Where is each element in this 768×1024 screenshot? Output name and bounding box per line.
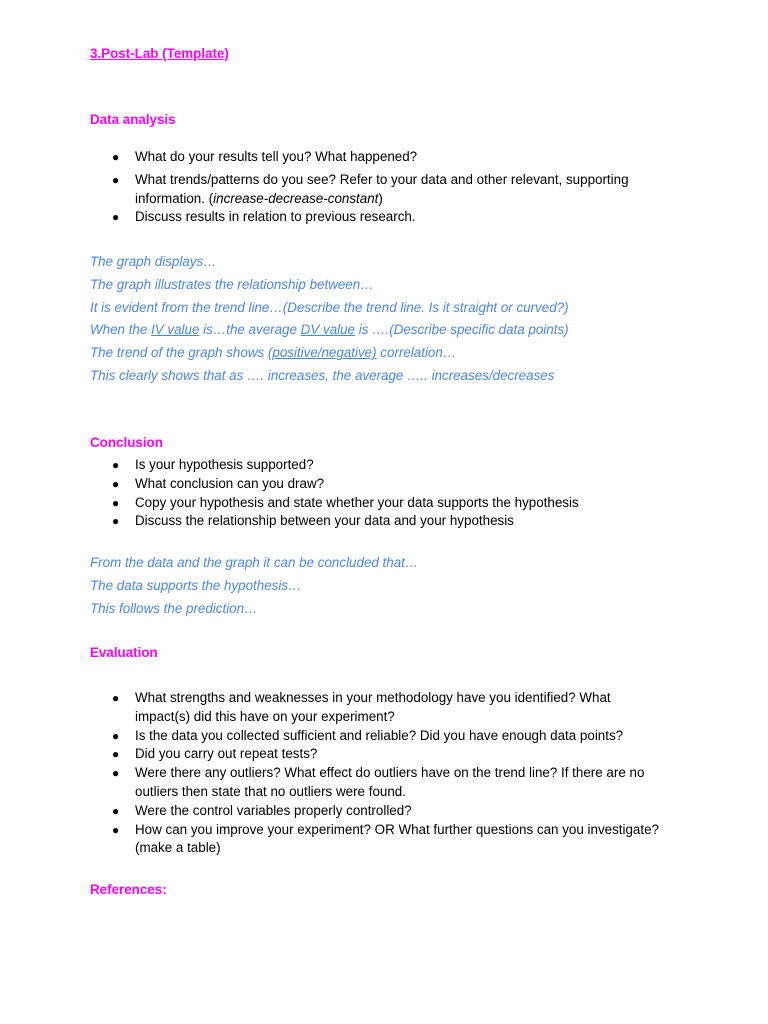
bullet-text: information. ( (135, 190, 214, 206)
dv-value-text: DV value (300, 322, 356, 338)
bullet-icon: ● (112, 150, 120, 164)
sentence-starter: It is evident from the trend line…(Describe the trend line. Is it straight or curved?) (90, 299, 569, 315)
list-item (90, 745, 690, 764)
bullet-text: What do your results tell you? What happened? (135, 149, 418, 164)
iv-value-text: IV value (151, 322, 200, 338)
evaluation-heading: Evaluation (90, 645, 158, 660)
bullet-text: Copy your hypothesis and state whether your data supports the hypothesis (135, 494, 579, 510)
bullet-text: Did you carry out repeat tests? (135, 746, 318, 762)
list-item (90, 494, 690, 513)
bullet-text: What strengths and weaknesses in your methodology have you identified? What (135, 690, 611, 705)
sentence-starter (90, 342, 710, 365)
bullet-icon: ● (112, 766, 120, 781)
starter-text: The trend of the graph shows (90, 345, 268, 361)
bullet-text: Were there any outliers? What effect do outliers have on the trend line? If there are no (135, 765, 645, 781)
bullet-text: What conclusion can you draw? (135, 475, 325, 491)
list-item (90, 727, 690, 746)
list-item (90, 171, 690, 209)
document-title: 3.Post-Lab (Template) (90, 46, 229, 61)
starter-text: When the (90, 322, 152, 338)
data-analysis-sentence-starters (90, 251, 710, 388)
bullet-text: outliers then state that no outliers were found. (135, 783, 406, 799)
sentence-starter: The graph displays… (90, 254, 217, 269)
bullet-icon: ● (112, 495, 120, 510)
list-item (90, 821, 690, 859)
bullet-text: Were the control variables properly controlled? (135, 802, 412, 818)
sentence-starter: The graph illustrates the relationship between… (90, 276, 374, 292)
sentence-starter: This clearly shows that as …. increases, the average ….. increases/decreases (90, 367, 555, 383)
starter-text: is ….(Describe specific data points) (355, 322, 569, 338)
bullet-icon: ● (112, 728, 120, 743)
list-item (90, 764, 690, 802)
sentence-starter: The data supports the hypothesis… (90, 577, 302, 593)
list-item (90, 456, 690, 475)
bullet-icon: ● (112, 210, 120, 225)
sentence-starter: This follows the prediction… (90, 600, 258, 616)
bullet-text: ) (378, 190, 383, 206)
bullet-text: Is your hypothesis supported? (135, 457, 314, 472)
references-heading: References: (90, 882, 167, 897)
bullet-text: Discuss results in relation to previous research. (135, 209, 416, 225)
list-item (90, 512, 690, 531)
bullet-text: impact(s) did this have on your experiment? (135, 708, 395, 724)
bullet-icon: ● (112, 691, 120, 705)
conclusion-bullet-list (90, 456, 690, 531)
bullet-icon: ● (112, 476, 120, 491)
bullet-text-italic: increase-decrease-constant (213, 190, 379, 206)
data-analysis-bullet-list (90, 148, 690, 227)
bullet-text: How can you improve your experiment? OR What further questions can you investigate? (135, 821, 659, 837)
bullet-icon: ● (112, 803, 120, 818)
starter-text: correlation… (376, 345, 457, 361)
bullet-icon: ● (112, 747, 120, 762)
starter-text: is…the average (199, 322, 301, 338)
list-item (90, 475, 690, 494)
conclusion-heading: Conclusion (90, 435, 163, 450)
list-item (90, 148, 690, 167)
bullet-icon: ● (112, 172, 120, 187)
sentence-starter (90, 319, 710, 342)
bullet-icon: ● (112, 458, 120, 472)
bullet-icon: ● (112, 822, 120, 837)
list-item (90, 689, 690, 727)
list-item (90, 208, 690, 227)
bullet-text: What trends/patterns do you see? Refer to your data and other relevant, supporting (135, 171, 629, 187)
list-item (90, 802, 690, 821)
bullet-text: Discuss the relationship between your data and your hypothesis (135, 513, 514, 529)
sentence-starter: From the data and the graph it can be concluded that… (90, 555, 419, 570)
bullet-text: (make a table) (135, 840, 221, 856)
data-analysis-heading: Data analysis (90, 112, 176, 127)
correlation-choice-text: (positive/negative) (267, 345, 377, 361)
bullet-text: Is the data you collected sufficient and reliable? Did you have enough data points? (135, 727, 624, 743)
evaluation-bullet-list (90, 689, 690, 858)
bullet-icon: ● (112, 514, 120, 529)
conclusion-sentence-starters (90, 552, 710, 620)
